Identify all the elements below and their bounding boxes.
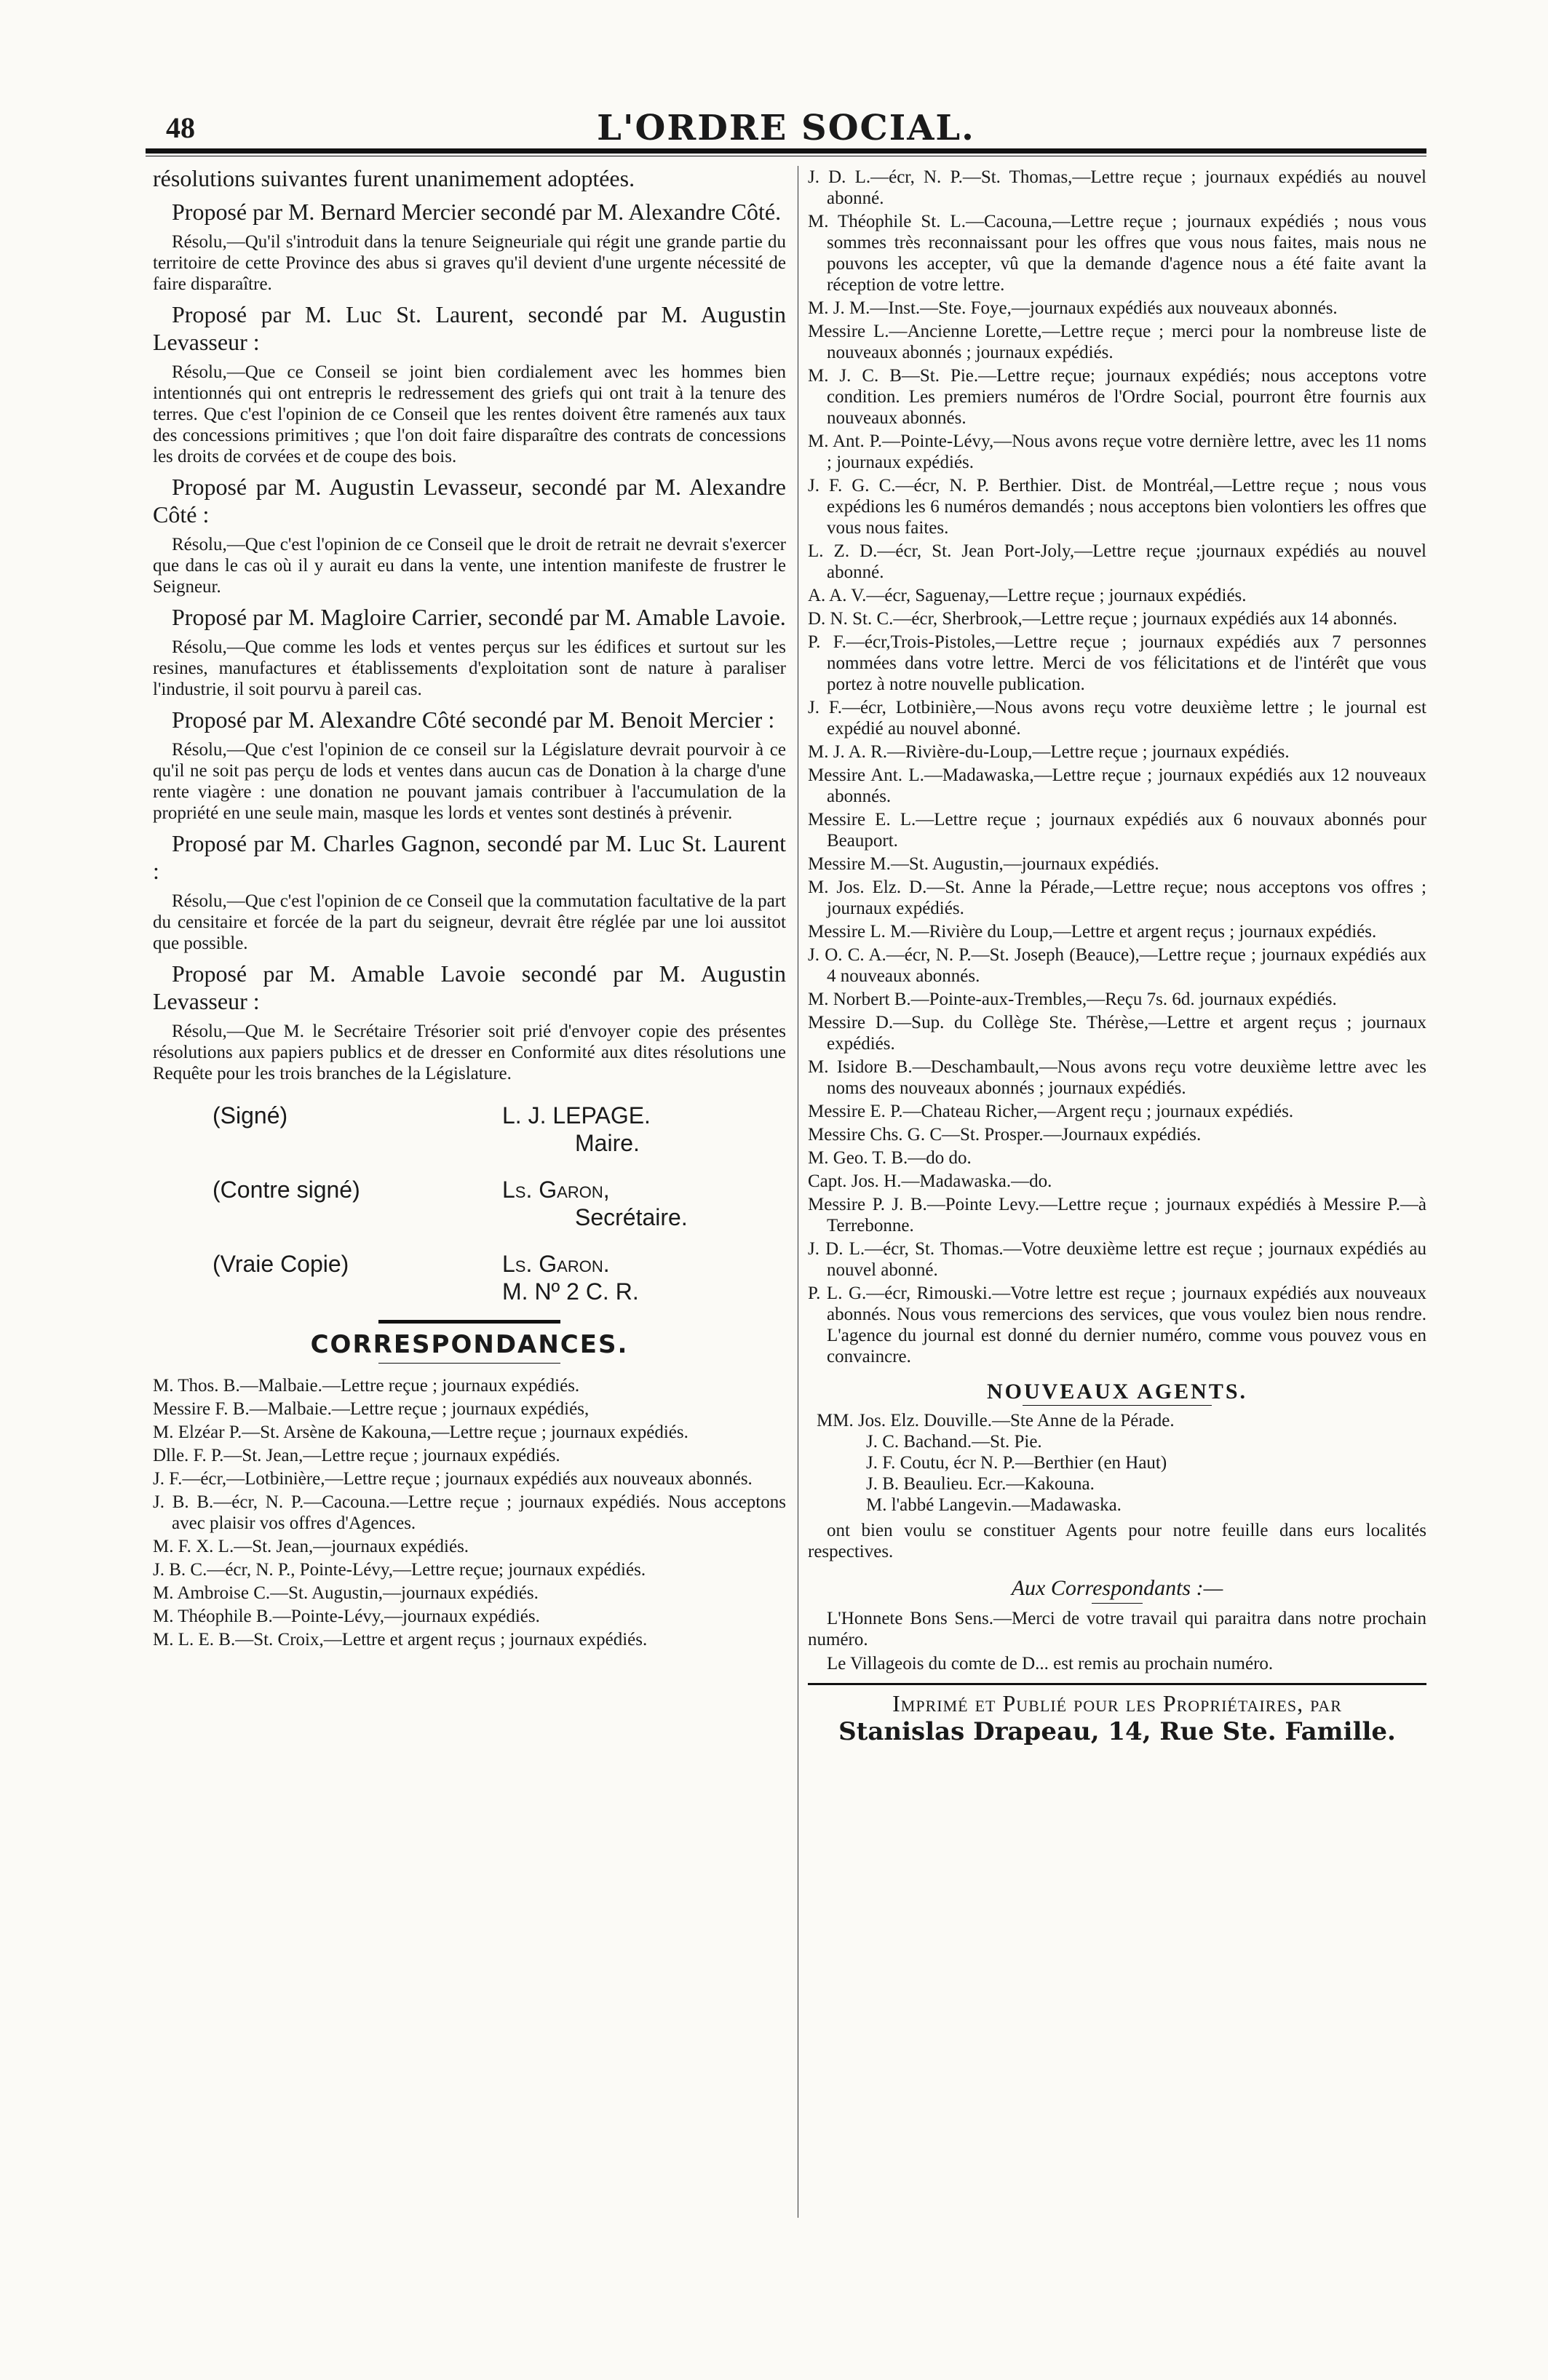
- correspondance-entry: Messire Ant. L.—Madawaska,—Lettre reçue ; journaux expédiés aux 12 nouveaux abonnés.: [808, 765, 1426, 806]
- imprint-line-1: Imprimé et Publié pour les Propriétaires, par: [892, 1690, 1342, 1716]
- correspondance-entry: M. L. E. B.—St. Croix,—Lettre et argent reçus ; journaux expédiés.: [153, 1630, 648, 1649]
- signature-label: (Contre signé): [213, 1177, 360, 1203]
- correspondance-entry: M. Jos. Elz. D.—St. Anne la Pérade,—Lettre reçue; nous acceptons vos offres ; journaux expédiés.: [808, 877, 1426, 918]
- agent-item: J. F. Coutu, écr N. P.—Berthier (en Haut): [866, 1453, 1167, 1473]
- correspondance-entry: J. O. C. A.—écr, N. P.—St. Joseph (Beauce),—Lettre reçue ; journaux expédiés aux 4 nouveaux abonnés.: [808, 945, 1426, 986]
- correspondance-entry: A. A. V.—écr, Saguenay,—Lettre reçue ; journaux expédiés.: [808, 586, 1247, 605]
- resolution-7: Résolu,—Que M. le Secrétaire Trésorier soit prié d'envoyer copie des présentes résolutions aux papiers publics et de dresser en Conformité aux dites résolutions une Requête pour les trois branches de la Législature.: [153, 1022, 786, 1083]
- correspondance-entry: M. F. X. L.—St. Jean,—journaux expédiés.: [153, 1537, 469, 1556]
- correspondance-entry: L. Z. D.—écr, St. Jean Port-Joly,—Lettre reçue ;journaux expédiés au nouvel abonné.: [808, 541, 1426, 582]
- correspondance-entry: J. D. L.—écr, St. Thomas.—Votre deuxième lettre est reçue ; journaux expédiés au nouvel abonné.: [808, 1239, 1426, 1280]
- resolution-2: Résolu,—Que ce Conseil se joint bien cordialement avec les hommes bien intentionnés qui ont entrepris le redressement des griefs qui ont trait à la tenure des terres. Que c'est l'opinion de ce Conseil que les rentes doivent être ramenés aux taux des concessions primitives ; que l'on doit faire disparaître des contrats de concessions les droits de corvées et de coupe des bois.: [153, 362, 786, 466]
- aux-title-rule: [1092, 1603, 1143, 1604]
- correspondance-entry: M. J. C. B—St. Pie.—Lettre reçue; journaux expédiés; nous acceptons votre condition. Les premiers numéros de l'Ordre Social, pourront être fournis aux nouveaux abonnés.: [808, 366, 1426, 428]
- correspondance-entry: J. B. C.—écr, N. P., Pointe-Lévy,—Lettre reçue; journaux expédiés.: [153, 1560, 646, 1580]
- correspondances-title: CORRESPONDANCES.: [310, 1330, 629, 1359]
- correspondance-entry: M. Norbert B.—Pointe-aux-Trembles,—Reçu 7s. 6d. journaux expédiés.: [808, 990, 1337, 1009]
- journal-title: L'ORDRE SOCIAL.: [597, 108, 975, 148]
- signature-name-line1: L. J. LEPAGE.: [502, 1102, 651, 1129]
- agents-note: ont bien voulu se constituer Agents pour notre feuille dans eurs localités respectives.: [808, 1521, 1426, 1561]
- signature-title-line: Maire.: [575, 1130, 640, 1156]
- correspondance-entry: D. N. St. C.—écr, Sherbrook,—Lettre reçue ; journaux expédiés aux 14 abonnés.: [808, 609, 1397, 629]
- correspondance-entry: M. J. A. R.—Rivière-du-Loup,—Lettre reçue ; journaux expédiés.: [808, 742, 1290, 762]
- resolution-6: Résolu,—Que c'est l'opinion de ce Conseil que la commutation facultative de la part du censitaire et forcée de la part du seigneur, devrait être réglée par une loi aussitot que possible.: [153, 891, 786, 953]
- correspondance-entry: P. L. G.—écr, Rimouski.—Votre lettre est reçue ; journaux expédiés aux nouveaux abonnés. Nous vous remercions des services, que vous voulez bien nous rendre. L'agence du journal est donné du dernier numéro, comme vous pouvez vous en convaincre.: [808, 1283, 1426, 1366]
- correspondance-list-left: [153, 1375, 786, 1650]
- agents-list: [808, 1410, 1426, 1516]
- correspondance-entry: J. F. G. C.—écr, N. P. Berthier. Dist. de Montréal,—Lettre reçue ; nous vous expédions les 6 numéros demandés ; nous acceptons bien volontiers les offres que vous nous faites.: [808, 476, 1426, 538]
- correspondance-entry: P. F.—écr,Trois-Pistoles,—Lettre reçue ; journaux expédiés aux 7 personnes nommées dans votre lettre. Merci de vos félicitations et de l'intérêt que vous portez à notre nouvelle publication.: [808, 632, 1426, 694]
- correspondance-entry: Messire E. L.—Lettre reçue ; journaux expédiés aux 6 nouvaux abonnés pour Beauport.: [808, 810, 1426, 851]
- agent-item: J. C. Bachand.—St. Pie.: [866, 1432, 1042, 1452]
- signature-name-line1: Ls. Garon,: [502, 1177, 610, 1203]
- correspondance-entry: M. Théophile St. L.—Cacouna,—Lettre reçue ; journaux expédiés ; nous vous sommes très reconnaissant pour les offres que vous nous faites, mais nous ne pouvons les accepter, vû que la demande d'agence nous a été faite avant la réception de votre lettre.: [808, 212, 1426, 295]
- correspondance-entry: Messire L.—Ancienne Lorette,—Lettre reçue ; merci pour la nombreuse liste de nouveaux abonnés ; journaux expédiés.: [808, 322, 1426, 362]
- resolution-1: Résolu,—Qu'il s'introduit dans la tenure Seigneuriale qui régit une grande partie du territoire de cette Province des abus si graves qu'il devient d'une urgente nécessité de faire disparaître.: [153, 232, 786, 294]
- signature-row: [153, 1102, 786, 1157]
- masthead-rule: [146, 148, 1426, 154]
- correspondance-entry: Capt. Jos. H.—Madawaska.—do.: [808, 1171, 1052, 1191]
- signature-label: (Vraie Copie): [213, 1251, 349, 1277]
- correspondance-entry: M. Théophile B.—Pointe-Lévy,—journaux expédiés.: [153, 1607, 540, 1626]
- resolution-3: Résolu,—Que c'est l'opinion de ce Conseil que le droit de retrait ne devrait s'exercer que dans le cas où il y aurait eu dans la vente, une intention manifeste de frustrer le Seigneur.: [153, 535, 786, 597]
- correspondance-entry: M. Elzéar P.—St. Arsène de Kakouna,—Lettre reçue ; journaux expédiés.: [153, 1422, 688, 1442]
- left-column: [153, 164, 786, 1650]
- signature-name: [502, 1250, 786, 1305]
- signature-name-line1: Ls. Garon.: [502, 1251, 610, 1277]
- motion-2: Proposé par M. Luc St. Laurent, secondé par M. Augustin Levasseur :: [153, 301, 786, 355]
- agent-item: J. B. Beaulieu. Ecr.—Kakouna.: [866, 1474, 1095, 1494]
- correspondance-entry: Messire F. B.—Malbaie.—Lettre reçue ; journaux expédiés,: [153, 1399, 590, 1419]
- motion-5: Proposé par M. Alexandre Côté secondé par M. Benoit Mercier :: [172, 707, 775, 733]
- motion-4: Proposé par M. Magloire Carrier, secondé par M. Amable Lavoie.: [172, 604, 786, 630]
- intro-text: résolutions suivantes furent unanimement adoptées.: [153, 165, 635, 191]
- motion-7: Proposé par M. Amable Lavoie secondé par M. Augustin Levasseur :: [153, 960, 786, 1014]
- motion-6: Proposé par M. Charles Gagnon, secondé par M. Luc St. Laurent :: [153, 830, 786, 884]
- section-rule: [378, 1320, 560, 1324]
- aux-note-1: L'Honnete Bons Sens.—Merci de votre travail qui paraitra dans notre prochain numéro.: [808, 1609, 1426, 1649]
- correspondance-entry: M. Thos. B.—Malbaie.—Lettre reçue ; journaux expédiés.: [153, 1376, 580, 1396]
- signature-name: [502, 1176, 786, 1231]
- agent-item: MM. Jos. Elz. Douville.—Ste Anne de la Pérade.: [817, 1411, 1175, 1430]
- correspondance-entry: Messire D.—Sup. du Collège Ste. Thérèse,—Lettre et argent reçus ; journaux expédiés.: [808, 1013, 1426, 1054]
- correspondance-entry: M. Geo. T. B.—do do.: [808, 1148, 972, 1168]
- agent-item: M. l'abbé Langevin.—Madawaska.: [866, 1495, 1122, 1515]
- masthead: [146, 108, 1426, 148]
- correspondance-entry: Messire M.—St. Augustin,—journaux expédiés.: [808, 854, 1159, 874]
- correspondance-entry: Dlle. F. P.—St. Jean,—Lettre reçue ; journaux expédiés.: [153, 1446, 560, 1465]
- correspondance-entry: M. Ambroise C.—St. Augustin,—journaux expédiés.: [153, 1583, 539, 1603]
- signature-name: [502, 1102, 786, 1157]
- resolution-4: Résolu,—Que comme les lods et ventes perçus sur les édifices et surtout sur les resines, manufactures et établissements d'exploitation sont de nature à paraliser l'industrie, il soit pourvu à pareil cas.: [153, 637, 786, 699]
- correspondance-entry: M. Ant. P.—Pointe-Lévy,—Nous avons reçue votre dernière lettre, avec les 11 noms ; journaux expédiés.: [808, 431, 1426, 472]
- motion-3: Proposé par M. Augustin Levasseur, secondé par M. Alexandre Côté :: [153, 474, 786, 528]
- correspondance-list-right: [808, 167, 1426, 1367]
- correspondance-entry: M. Isidore B.—Deschambault,—Nous avons reçu votre deuxième lettre avec les noms des nouveaux abonnés ; journaux expédiés.: [808, 1057, 1426, 1098]
- right-column: [808, 164, 1426, 1746]
- agents-title-rule: [1023, 1405, 1212, 1406]
- signature-title-line: Secrétaire.: [575, 1204, 688, 1230]
- agents-title: NOUVEAUX AGENTS.: [986, 1380, 1248, 1404]
- page-number: 48: [166, 111, 195, 144]
- signature-label: (Signé): [213, 1102, 288, 1129]
- signature-row: [153, 1250, 786, 1305]
- aux-note-2: Le Villageois du comte de D... est remis au prochain numéro.: [827, 1654, 1274, 1673]
- imprint-line-2: Stanislas Drapeau, 14, Rue Ste. Famille.: [838, 1717, 1396, 1746]
- motion-1: Proposé par M. Bernard Mercier secondé par M. Alexandre Côté.: [172, 199, 782, 225]
- section-rule-thin: [378, 1363, 560, 1364]
- correspondance-entry: J. F.—écr,—Lotbinière,—Lettre reçue ; journaux expédiés aux nouveaux abonnés.: [153, 1469, 753, 1489]
- correspondance-entry: J. D. L.—écr, N. P.—St. Thomas,—Lettre reçue ; journaux expédiés au nouvel abonné.: [808, 167, 1426, 208]
- correspondance-entry: J. F.—écr, Lotbinière,—Nous avons reçu votre deuxième lettre ; le journal est expédié au nouvel abonné.: [808, 698, 1426, 739]
- correspondance-entry: J. B. B.—écr, N. P.—Cacouna.—Lettre reçue ; journaux expédiés. Nous acceptons avec plaisir vos offres d'Agences.: [153, 1492, 786, 1533]
- correspondance-entry: Messire Chs. G. C—St. Prosper.—Journaux expédiés.: [808, 1125, 1202, 1145]
- imprint-rule: [808, 1683, 1426, 1685]
- correspondance-entry: M. J. M.—Inst.—Ste. Foye,—journaux expédiés aux nouveaux abonnés.: [808, 298, 1338, 318]
- correspondance-entry: Messire E. P.—Chateau Richer,—Argent reçu ; journaux expédiés.: [808, 1102, 1294, 1121]
- signature-row: [153, 1176, 786, 1231]
- aux-correspondants-title: Aux Correspondants :—: [1011, 1576, 1223, 1600]
- correspondance-entry: Messire P. J. B.—Pointe Levy.—Lettre reçue ; journaux expédiés à Messire P.—à Terrebonne.: [808, 1195, 1426, 1235]
- signature-title-line: M. Nº 2 C. R.: [502, 1278, 639, 1305]
- resolution-5: Résolu,—Que c'est l'opinion de ce conseil sur la Législature devrait pourvoir à ce qu'il ne soit pas perçu de lods et ventes dans aucun cas de Donation à la charge d'une rente viagère : une donation ne pouvant jamais contribuer à l'accumulation de la propriété en une seule main, masque les lords et ventes sont destinés à prévenir.: [153, 740, 786, 823]
- correspondance-entry: Messire L. M.—Rivière du Loup,—Lettre et argent reçus ; journaux expédiés.: [808, 922, 1377, 942]
- signature-block: [153, 1102, 786, 1305]
